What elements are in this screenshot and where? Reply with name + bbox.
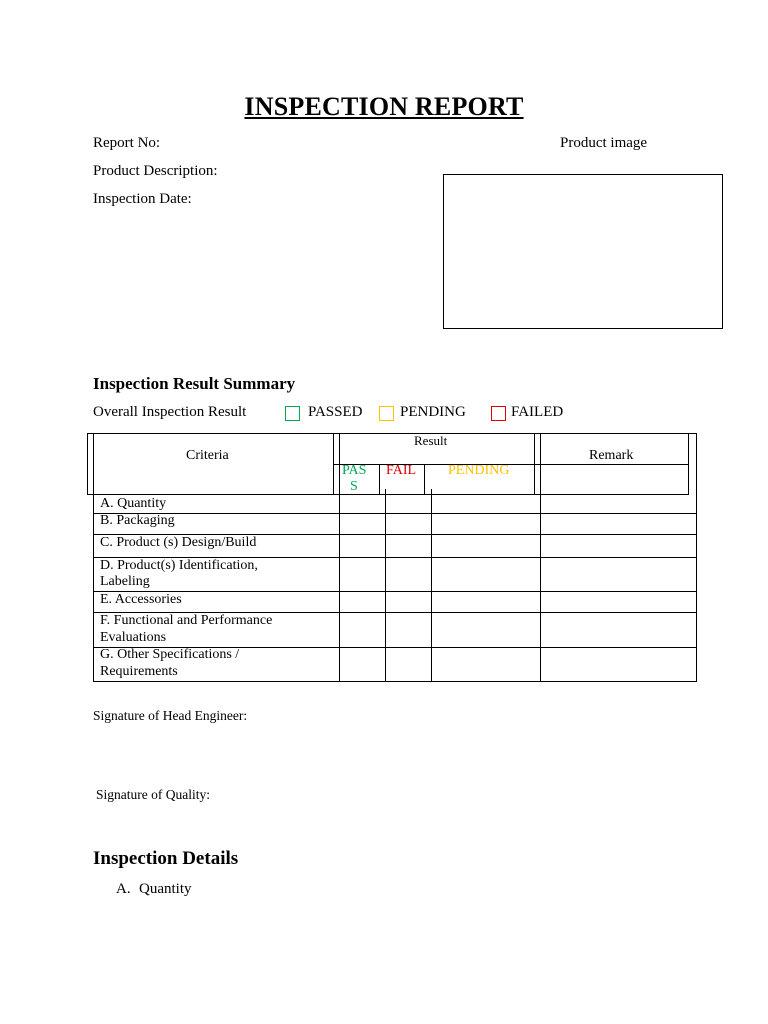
criteria-header: Criteria: [186, 448, 229, 463]
criteria-row-e: E. Accessories: [100, 592, 182, 607]
pass-header: PAS: [342, 463, 367, 478]
details-heading: Inspection Details: [93, 848, 239, 869]
head-engineer-signature-label: Signature of Head Engineer:: [93, 708, 248, 723]
pending-checkbox[interactable]: [379, 406, 394, 421]
product-image-label: Product image: [560, 135, 648, 151]
detail-item-a-marker: A.: [116, 881, 131, 897]
detail-item-a-label: Quantity: [139, 881, 192, 897]
product-description-label: Product Description:: [93, 163, 218, 179]
passed-label: PASSED: [308, 404, 363, 420]
failed-checkbox[interactable]: [491, 406, 506, 421]
pending-label: PENDING: [400, 404, 466, 420]
criteria-row-b: B. Packaging: [100, 513, 175, 528]
criteria-row-a: A. Quantity: [100, 496, 167, 511]
quality-signature-label: Signature of Quality:: [96, 787, 210, 802]
criteria-row-g: G. Other Specifications /: [100, 647, 240, 662]
inspection-date-label: Inspection Date:: [93, 191, 192, 207]
product-image-box[interactable]: [443, 174, 723, 329]
page-title: INSPECTION REPORT: [244, 92, 524, 121]
summary-heading: Inspection Result Summary: [93, 374, 296, 393]
pending-header: PENDING: [448, 463, 510, 478]
criteria-row-g-wrap: Requirements: [100, 664, 178, 679]
failed-label: FAILED: [511, 404, 564, 420]
pass-header-wrap: S: [350, 479, 358, 494]
criteria-row-f-wrap: Evaluations: [100, 630, 167, 645]
criteria-row-d: D. Product(s) Identification,: [100, 558, 258, 573]
criteria-row-f: F. Functional and Performance: [100, 613, 273, 628]
result-header: Result: [414, 433, 448, 448]
report-no-label: Report No:: [93, 135, 161, 151]
criteria-row-c: C. Product (s) Design/Build: [100, 535, 257, 550]
fail-header: FAIL: [386, 463, 417, 478]
remark-header: Remark: [589, 448, 634, 463]
criteria-row-d-wrap: Labeling: [100, 574, 150, 589]
overall-result-label: Overall Inspection Result: [93, 404, 247, 420]
passed-checkbox[interactable]: [285, 406, 300, 421]
